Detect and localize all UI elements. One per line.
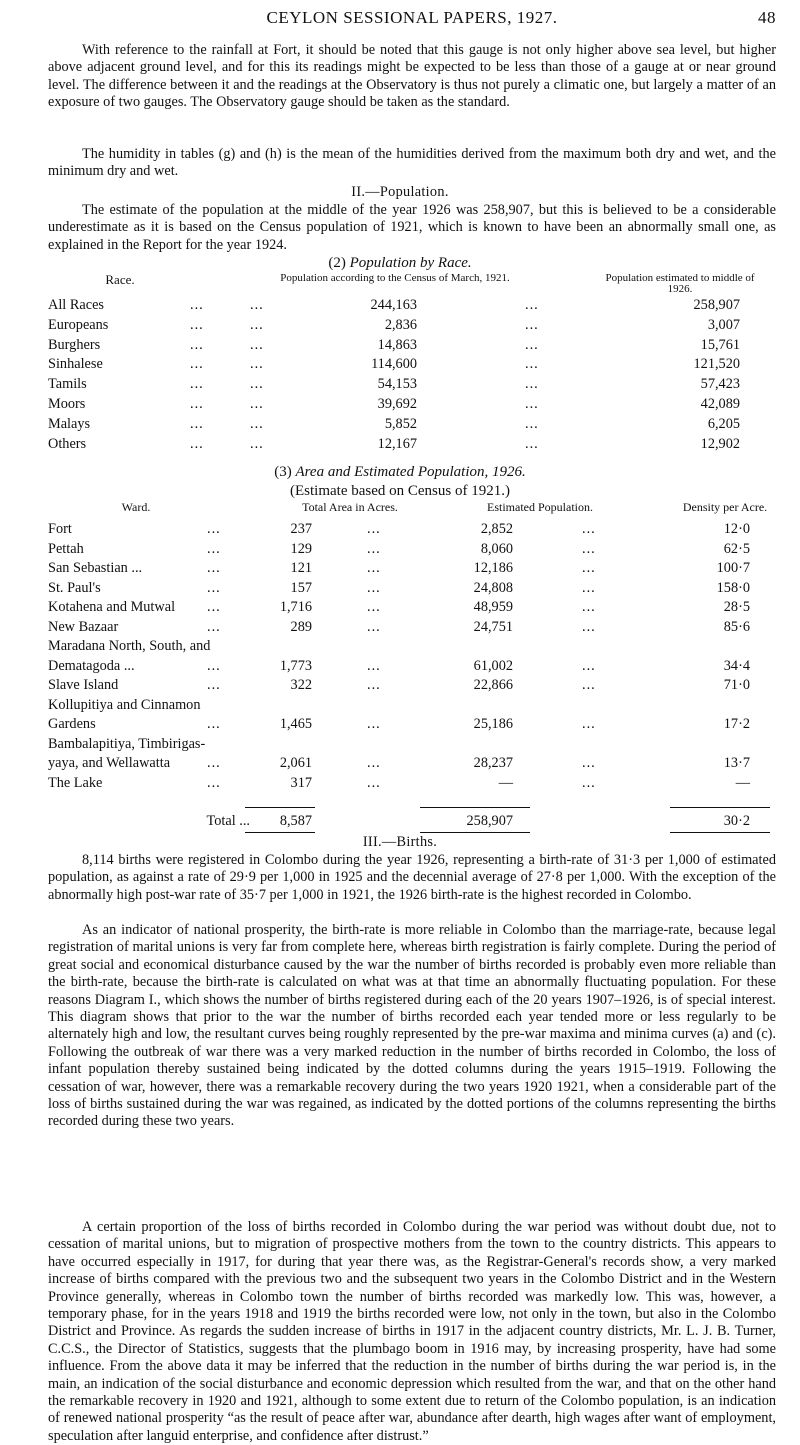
- leader-dots: ...: [207, 599, 221, 615]
- area-value: 1,465: [279, 716, 312, 732]
- estimate-value: 15,761: [700, 336, 740, 353]
- race-name: Sinhalese: [48, 356, 103, 373]
- leader-dots: ...: [367, 774, 381, 791]
- estimate-value: 42,089: [700, 396, 740, 412]
- leader-dots: ...: [250, 415, 264, 432]
- census-value: 14,863: [377, 336, 417, 353]
- leader-dots: ...: [207, 560, 221, 576]
- table3-title-text: Area and Estimated Population, 1926.: [295, 464, 526, 480]
- table3-title: [0, 464, 800, 481]
- area-value: 2,061: [279, 755, 312, 771]
- ward-name: Dematagoda ...: [48, 657, 135, 674]
- ward-row: [0, 775, 800, 793]
- area-value: 317: [290, 774, 312, 791]
- ward-name-line: Maradana North, South, and: [48, 638, 211, 654]
- leader-dots: ...: [525, 415, 539, 432]
- leader-dots: ...: [207, 579, 221, 596]
- estimate-value: 258,907: [693, 297, 740, 313]
- leader-dots: ...: [190, 396, 204, 412]
- leader-dots: ...: [582, 540, 596, 557]
- leader-dots: ...: [207, 677, 221, 693]
- leader-dots: ...: [190, 336, 204, 353]
- leader-dots: ...: [190, 415, 204, 432]
- area-value: 121: [290, 560, 312, 576]
- ward-name: Slave Island: [48, 677, 119, 693]
- area-value: 1,773: [279, 657, 312, 674]
- ward-row: [0, 677, 800, 695]
- leader-dots: ...: [190, 297, 204, 313]
- density-value: 158·0: [716, 579, 750, 596]
- race-name: Others: [48, 435, 87, 452]
- population-value: 2,852: [480, 521, 513, 537]
- table3-subtitle: (Estimate based on Census of 1921.): [290, 483, 510, 499]
- density-value: 62·5: [723, 540, 750, 557]
- population-value: 24,808: [473, 579, 513, 596]
- ward-name: Fort: [48, 521, 72, 537]
- leader-dots: ...: [367, 716, 381, 732]
- leader-dots: ...: [250, 356, 264, 373]
- population-value: 8,060: [480, 540, 513, 557]
- ward-row: [0, 619, 800, 637]
- leader-dots: ...: [582, 657, 596, 674]
- leader-dots: ...: [525, 396, 539, 412]
- ward-row: [0, 716, 800, 734]
- ward-name: Kotahena and Mutwal: [48, 599, 176, 615]
- population-value: 12,186: [473, 560, 513, 576]
- leader-dots: ...: [250, 336, 264, 353]
- ward-name: Pettah: [48, 540, 84, 557]
- leader-dots: ...: [582, 755, 596, 771]
- population-value: 48,959: [473, 599, 513, 615]
- leader-dots: ...: [190, 356, 204, 373]
- page-number: 48: [758, 8, 776, 27]
- race-row: [0, 297, 800, 315]
- density-value: 17·2: [723, 716, 750, 732]
- humidity-paragraph: The humidity in tables (g) and (h) is the mean of the humidities derived from the maximum both dry and wet, and the minimum dry and wet.: [48, 146, 776, 180]
- leader-dots: ...: [250, 396, 264, 412]
- table3-number: (3): [274, 464, 292, 480]
- col-ward-header: Ward.: [121, 500, 151, 514]
- estimate-value: 12,902: [700, 435, 740, 452]
- density-value: 28·5: [723, 599, 750, 615]
- ward-name-line: Bambalapitiya, Timbirigas-: [48, 735, 206, 752]
- total-label: Total ...: [206, 813, 250, 829]
- leader-dots: ...: [367, 560, 381, 576]
- census-value: 12,167: [377, 435, 417, 452]
- race-name: All Races: [48, 297, 104, 313]
- area-value: 129: [290, 540, 312, 557]
- population-value: 22,866: [473, 677, 513, 693]
- leader-dots: ...: [525, 316, 539, 333]
- density-value: 71·0: [723, 677, 750, 693]
- density-value: 12·0: [723, 521, 750, 537]
- estimate-value: 6,205: [707, 415, 740, 432]
- leader-dots: ...: [207, 521, 221, 537]
- ward-row: [0, 541, 800, 559]
- col-census-header: Population according to the Census of March, 1921.: [280, 272, 510, 284]
- ward-name: St. Paul's: [48, 579, 101, 596]
- estimate-value: 3,007: [707, 316, 740, 333]
- census-value: 54,153: [377, 376, 417, 393]
- total-area-rule: [245, 807, 315, 808]
- total-density: 30·2: [723, 813, 750, 829]
- ward-name: New Bazaar: [48, 618, 119, 635]
- area-value: 237: [290, 521, 312, 537]
- density-value: 100·7: [716, 560, 750, 576]
- race-row: [0, 337, 800, 355]
- leader-dots: ...: [207, 618, 221, 635]
- race-name: Moors: [48, 396, 86, 412]
- population-value: 24,751: [473, 618, 513, 635]
- census-value: 244,163: [370, 297, 417, 313]
- population-value: 25,186: [473, 716, 513, 732]
- estimate-value: 121,520: [693, 356, 740, 373]
- race-name: Tamils: [48, 376, 87, 393]
- census-value: 114,600: [371, 356, 417, 373]
- density-value: 13·7: [723, 755, 750, 771]
- total-pop: 258,907: [466, 813, 513, 829]
- total-pop-underline: [420, 832, 530, 833]
- leader-dots: ...: [367, 677, 381, 693]
- race-row: [0, 416, 800, 434]
- total-pop-rule: [420, 807, 530, 808]
- area-value: 1,716: [279, 599, 312, 615]
- race-name: Burghers: [48, 336, 101, 353]
- leader-dots: ...: [582, 599, 596, 615]
- race-row: [0, 436, 800, 454]
- leader-dots: ...: [250, 297, 264, 313]
- population-value: 28,237: [473, 755, 513, 771]
- leader-dots: ...: [582, 618, 596, 635]
- race-name: Europeans: [48, 316, 109, 333]
- births-paragraph-1: 8,114 births were registered in Colombo during the year 1926, representing a birth-rate of 31·3 per 1,000 of estimated population, as against a rate of 29·9 per 1,000 in 1925 and the decennial average of 27·8 per 1,000. With the exception of the abnormally high post-war rate of 35·7 per 1,000 in 1921, the 1926 birth-rate is the highest recorded in Colombo.: [48, 852, 776, 903]
- census-value: 39,692: [377, 396, 417, 412]
- population-paragraph: The estimate of the population at the middle of the year 1926 was 258,907, but this is believed to be a considerable underestimate as it is based on the Census population of 1921, which is known to have been an abnormally small one, as explained in the Report for the year 1924.: [48, 202, 776, 253]
- births-paragraph-2: As an indicator of national prosperity, the birth-rate is more reliable in Colombo than the marriage-rate, because legal registration of marital unions is very far from complete here, whereas birth registration is fairly complete. During the period of great social and economical disturbance caused by the war the number of births recorded is probably even more reliable than the birth-rate, because the birth-rate is calculated on what was at that time an abnormally fluctuating population. For these reasons Diagram I., which shows the number of births registered during each of the 20 years 1907–1926, is of special interest. This diagram shows that prior to the war the number of births recorded each year tended more or less regularly to be alternately high and low, the resultant curves being roughly represented by the pre-war maxima and minima curves (a) and (c). Following the outbreak of war there was a very marked reduction in the number of births recorded in Colombo, the loss of infant population thereby sustained being indicated by the dotted columns during the years 1915–1919. Following the cessation of war, however, there was a remarkable recovery during the two years 1920 1921, when a considerable part of the loss of births sustained during the war was regained, as indicated by the dotted portions of the columns representing the births recorded during these two years.: [48, 922, 776, 1130]
- ward-row: [0, 521, 800, 539]
- leader-dots: ...: [207, 657, 221, 674]
- area-value: 322: [290, 677, 312, 693]
- leader-dots: ...: [190, 316, 204, 333]
- col-race-header: Race.: [105, 272, 135, 287]
- leader-dots: ...: [207, 755, 221, 771]
- leader-dots: ...: [582, 579, 596, 596]
- ward-name: San Sebastian ...: [48, 560, 143, 576]
- leader-dots: ...: [582, 774, 596, 791]
- total-density-rule: [670, 807, 770, 808]
- leader-dots: ...: [582, 521, 596, 537]
- density-value: —: [735, 774, 750, 791]
- leader-dots: ...: [367, 599, 381, 615]
- ward-row: [0, 560, 800, 578]
- ward-name-line: Kollupitiya and Cinnamon: [48, 696, 201, 713]
- race-row: [0, 317, 800, 335]
- leader-dots: ...: [525, 435, 539, 452]
- rainfall-paragraph: With reference to the rainfall at Fort, it should be noted that this gauge is not only higher above sea level, but higher above adjacent ground level, and for this its readings might be expected to be less than those of a gauge at or near ground level. The difference between it and the readings at the Observatory is thus not purely a climatic one, but largely a matter of an exposure of two gauges. The Observatory gauge should be taken as the standard.: [48, 42, 776, 111]
- leader-dots: ...: [367, 657, 381, 674]
- ward-row: [0, 755, 800, 773]
- leader-dots: ...: [367, 755, 381, 771]
- total-row: [0, 813, 800, 831]
- leader-dots: ...: [367, 521, 381, 537]
- col-pop-header: Estimated Population.: [487, 500, 593, 514]
- leader-dots: ...: [582, 716, 596, 732]
- population-value: 61,002: [473, 657, 513, 674]
- estimate-value: 57,423: [700, 376, 740, 393]
- ward-row: [0, 580, 800, 598]
- table2-title: [0, 255, 800, 272]
- total-area: 8,587: [279, 813, 312, 829]
- col-estimate-header: Population estimated to middle of 1926.: [605, 272, 755, 295]
- population-value: —: [498, 774, 513, 791]
- total-density-underline: [670, 832, 770, 833]
- ward-name: yaya, and Wellawatta: [48, 755, 171, 771]
- leader-dots: ...: [367, 579, 381, 596]
- leader-dots: ...: [207, 716, 221, 732]
- running-title: CEYLON SESSIONAL PAPERS, 1927.: [266, 8, 558, 27]
- leader-dots: ...: [250, 376, 264, 393]
- race-row: [0, 376, 800, 394]
- leader-dots: ...: [525, 336, 539, 353]
- density-value: 85·6: [723, 618, 750, 635]
- population-heading: II.—Population.: [351, 184, 449, 200]
- col-density-header: Density per Acre.: [682, 500, 768, 514]
- ward-row: [0, 658, 800, 676]
- census-value: 5,852: [384, 415, 417, 432]
- leader-dots: ...: [190, 376, 204, 393]
- race-row: [0, 356, 800, 374]
- leader-dots: ...: [525, 297, 539, 313]
- ward-name: Gardens: [48, 716, 96, 732]
- leader-dots: ...: [250, 316, 264, 333]
- table2-number: (2): [328, 255, 346, 271]
- leader-dots: ...: [525, 356, 539, 373]
- col-area-header: Total Area in Acres.: [302, 500, 398, 514]
- births-paragraph-3: A certain proportion of the loss of births recorded in Colombo during the war period was without doubt due, not to cessation of marital unions, but to migration of prospective mothers from the town to the country districts. This appears to have occurred especially in 1917, for during that year there was, as the Registrar-General's records show, a very marked increase of births compared with the previous two and the subsequent two years in the Colombo District and in the Western Province generally, whereas in Colombo town the number of births recorded was markedly low. This was, however, a temporary phase, for in the years 1918 and 1919 the births recorded were low, not only in the town, but also in the Colombo District and Province. As regards the sudden increase of births in 1917 in the adjacent country districts, Mr. L. J. B. Turner, C.C.S., the Director of Statistics, suggests that the plumbago boom in 1916 may, by increasing prosperity, have had some influence. From the above data it may be inferred that the reduction in the number of births during the war period is, in the main, an indication of the social disturbance and economic depression which resulted from the war, and that on the other hand the remarkable recovery in 1920 and 1921, although to some extent due to return of the Colombo population, is an indication of renewed national prosperity “as the result of peace after war, abundance after dearth, high wages after want of employment, speculation after languid enterprise, and confidence after distrust.”: [48, 1219, 776, 1444]
- leader-dots: ...: [207, 540, 221, 557]
- leader-dots: ...: [525, 376, 539, 393]
- area-value: 157: [290, 579, 312, 596]
- total-area-underline: [245, 832, 315, 833]
- leader-dots: ...: [582, 560, 596, 576]
- leader-dots: ...: [207, 774, 221, 791]
- leader-dots: ...: [367, 540, 381, 557]
- race-name: Malays: [48, 415, 91, 432]
- table2-title-text: Population by Race.: [349, 255, 472, 271]
- density-value: 34·4: [723, 657, 750, 674]
- census-value: 2,836: [384, 316, 417, 333]
- race-row: [0, 396, 800, 414]
- ward-name: The Lake: [48, 774, 103, 791]
- leader-dots: ...: [190, 435, 204, 452]
- births-heading: III.—Births.: [362, 834, 438, 850]
- ward-row: [0, 599, 800, 617]
- leader-dots: ...: [582, 677, 596, 693]
- area-value: 289: [290, 618, 312, 635]
- leader-dots: ...: [250, 435, 264, 452]
- leader-dots: ...: [367, 618, 381, 635]
